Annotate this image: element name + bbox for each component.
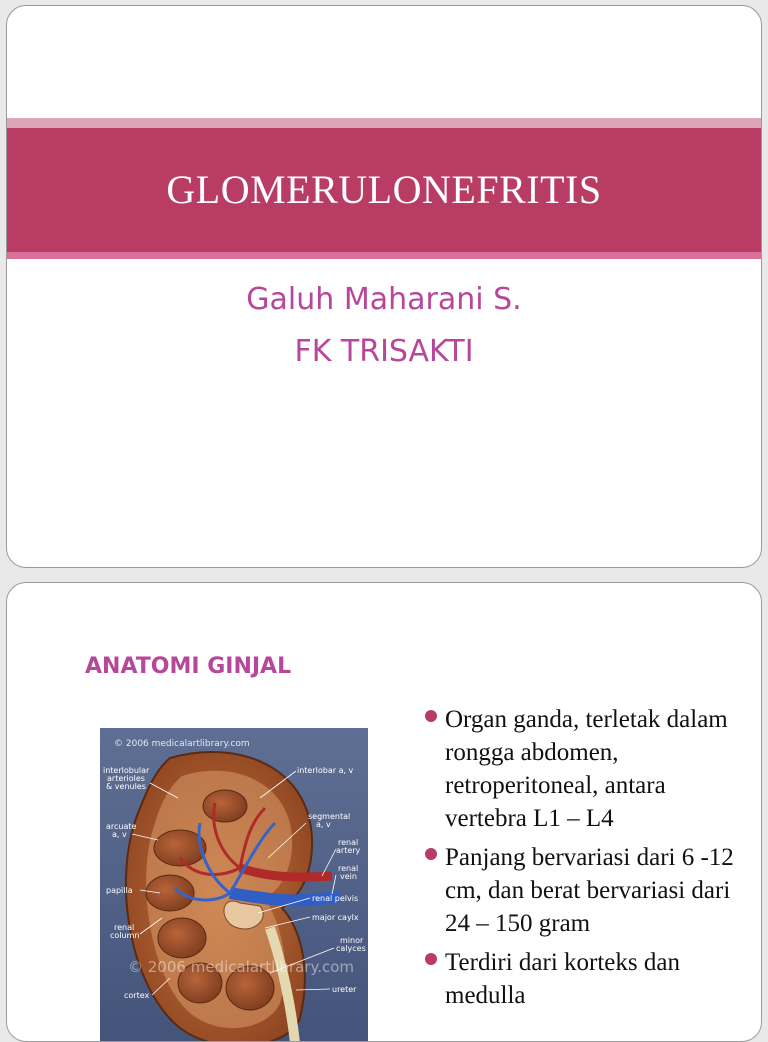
label-ureter: ureter xyxy=(332,985,357,994)
bullet-icon xyxy=(425,953,437,965)
label-renal-column-2: column xyxy=(110,931,140,940)
label-segmental-1: segmental xyxy=(308,812,351,821)
institution-name: FK TRISAKTI xyxy=(294,334,474,369)
label-segmental-2: a, v xyxy=(316,820,331,829)
label-interlobar: interlobar a, v xyxy=(297,766,354,775)
label-arcuate-1: arcuate xyxy=(106,822,137,831)
label-renal-pelvis: renal pelvis xyxy=(312,894,359,903)
label-major-calyx: major caylx xyxy=(312,913,359,922)
label-renal-vein-2: vein xyxy=(340,872,357,881)
bullet-list xyxy=(421,703,741,1018)
label-interlobular-3: & venules xyxy=(106,782,146,791)
kidney-anatomy-figure xyxy=(100,728,368,1042)
label-arcuate-2: a, v xyxy=(112,830,127,839)
title-slide xyxy=(6,5,762,568)
bullet-icon xyxy=(425,848,437,860)
band-bottom-line xyxy=(7,252,761,259)
figure-watermark: © 2006 medicalartlibrary.com xyxy=(128,958,355,976)
label-interlobular-1: interlobular xyxy=(103,766,150,775)
list-item: Terdiri dari korteks dan medulla xyxy=(421,946,741,1012)
list-item: Organ ganda, terletak dalam rongga abdomen, retroperitoneal, antara vertebra L1 – L4 xyxy=(421,703,741,835)
anatomy-slide xyxy=(6,582,762,1042)
label-papilla: papilla xyxy=(106,886,133,895)
label-renal-vein-1: renal xyxy=(338,864,359,873)
label-renal-artery-1: renal xyxy=(338,838,359,847)
label-cortex: cortex xyxy=(124,991,150,1000)
label-renal-column-1: renal xyxy=(114,923,135,932)
list-item: Panjang bervariasi dari 6 -12 cm, dan berat bervariasi dari 24 – 150 gram xyxy=(421,841,741,940)
label-minor-calyces-1: minor xyxy=(340,936,364,945)
label-renal-artery-2: artery xyxy=(336,846,361,855)
section-heading: ANATOMI GINJAL xyxy=(85,654,292,679)
bullet-icon xyxy=(425,710,437,722)
figure-copyright: © 2006 medicalartlibrary.com xyxy=(114,739,250,749)
author-name: Galuh Maharani S. xyxy=(246,282,522,317)
label-interlobular-2: arterioles xyxy=(107,774,145,783)
slide-title: GLOMERULONEFRITIS xyxy=(166,167,602,212)
band-top-line xyxy=(7,118,761,128)
label-minor-calyces-2: calyces xyxy=(336,944,366,953)
